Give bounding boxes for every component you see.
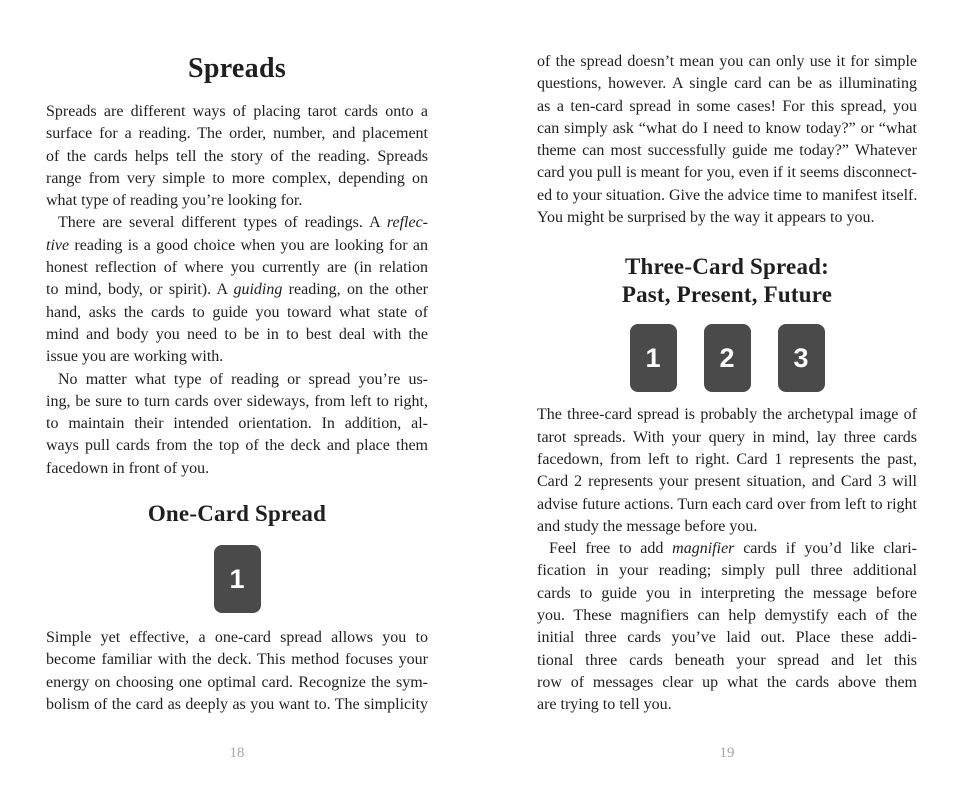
text-line: fication in your reading; simply pull three additional [537,562,917,580]
card-number: 1 [229,563,245,594]
text-line: Card 2 represents your present situation, and Card 3 will [537,473,917,491]
chapter-title: Spreads [187,53,287,84]
text-line: bolism of the card as deeply as you want to. The simplicity [46,695,428,713]
text-line: you. These magnifiers can help demystify each of the [537,607,917,625]
text-line: theme can most successfully guide me today?” Whatever [537,142,917,160]
text-line: questions, however. A single card can be as illuminating [537,75,917,93]
text-line: Feel free to add magnifier cards if you’d like clari- [549,540,918,558]
text-line: facedown, from left to right. Card 1 represents the past, [537,450,917,468]
paragraph [46,627,428,716]
card-spread-diagram [46,545,428,613]
card-number: 3 [793,342,809,373]
text-line: ing, be sure to turn cards over sideways, from left to right, [46,392,428,410]
book-page-left [46,0,428,800]
text-line: can simply ask “what do I need to know today?” or “what [537,119,917,137]
text-line: initial three cards you’ve laid out. Place these addi- [537,629,917,647]
page-right-content [537,51,917,717]
text-line: There are several different types of readings. A reflec- [58,214,428,232]
text-line: Spreads are different ways of placing tarot cards onto a [46,103,428,120]
text-line: energy on choosing one optimal card. Recognize the sym- [46,673,428,691]
card-number: 2 [719,342,735,373]
section-heading-line: Past, Present, Future [621,282,833,308]
tarot-card-back [704,324,751,392]
text-line: become familiar with the deck. This method focuses your [46,651,428,669]
page-number-right: 19 [719,745,735,761]
text-line: are trying to tell you. [537,696,672,714]
card-number: 1 [645,342,661,373]
section-heading-line: One-Card Spread [147,501,327,527]
text-line: ways pull cards from the top of the deck and place them [46,437,428,455]
text-line: tarot spreads. With your query in mind, lay three cards [537,428,917,446]
section-heading [537,253,917,309]
text-line: tional three cards beneath your spread and let this [537,651,917,669]
text-line: to mind, body, or spirit). A guiding reading, on the other [46,281,428,299]
text-line: The three-card spread is probably the archetypal image of [537,406,917,424]
text-line: as a ten-card spread in some cases! For this spread, you [537,97,917,115]
text-line: You might be surprised by the way it appears to you. [537,209,875,227]
book-page-right [537,0,917,800]
text-line: to maintain their intended orientation. In addition, al- [46,415,428,433]
section-heading-line: Three-Card Spread: [625,254,829,280]
paragraph [46,101,428,212]
tarot-card-back [214,545,261,613]
text-line: advise future actions. Turn each card over from left to right [537,495,917,513]
text-line: card you pull is meant for you, even if it seems disconnect- [537,164,917,182]
text-line: facedown in front of you. [46,459,210,477]
text-line: Simple yet effective, a one-card spread allows you to [46,629,428,647]
text-line: mind and body you need to be in to best deal with the [46,325,428,343]
text-line: tive reading is a good choice when you are looking for an [46,236,428,254]
text-line: row of messages clear up what the cards above them [537,673,917,691]
text-line: of the spread doesn’t mean you can only use it for simple [537,53,917,70]
text-line: of the cards helps tell the story of the reading. Spreads [46,147,428,165]
paragraph [537,538,917,716]
tarot-card-back [630,324,677,392]
page-left-content [46,52,428,716]
page-number-left: 18 [229,745,245,761]
paragraph [46,369,428,480]
card-spread-diagram [537,324,917,392]
section-heading [46,500,428,528]
paragraph [537,51,917,229]
text-line: range from very simple to more complex, depending on [46,169,428,187]
text-line: ed to your situation. Give the advice time to manifest itself. [537,186,918,204]
text-line: surface for a reading. The order, number, and placement [46,125,428,143]
tarot-card-back [778,324,825,392]
text-line: cards to guide you in interpreting the message before [537,584,917,602]
text-line: what type of reading you’re looking for. [46,192,303,210]
paragraph [46,212,428,368]
text-line: honest reflection of where you currently are (in relation [46,259,428,277]
text-line: issue you are working with. [46,348,224,366]
text-line: and study the message before you. [537,517,758,535]
text-line: No matter what type of reading or spread you’re us- [58,370,428,388]
paragraph [537,404,917,538]
text-line: hand, asks the cards to guide you toward what state of [46,303,428,321]
